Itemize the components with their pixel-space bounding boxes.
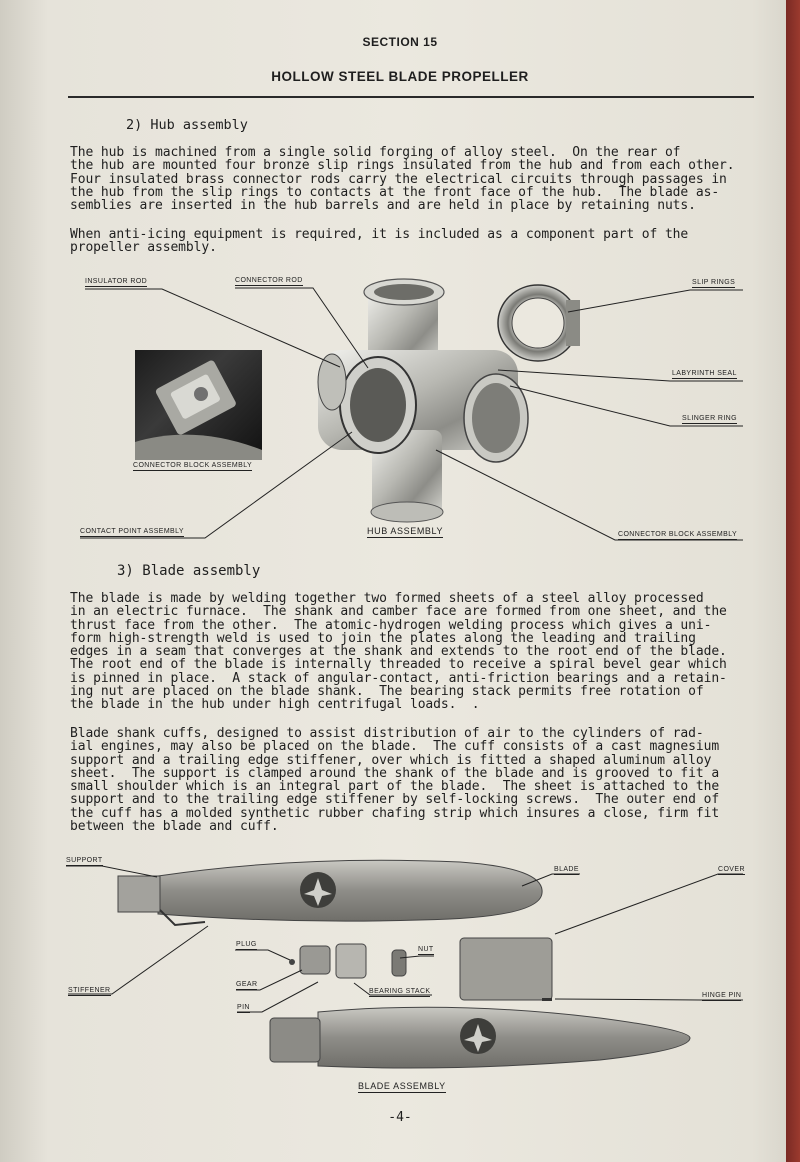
label-slip-rings: SLIP RINGS xyxy=(692,279,736,286)
lower-blade xyxy=(270,1007,690,1068)
blade-paragraph-2: Blade shank cuffs, designed to assist distribution of air to the cylinders of rad- ial engines, may also be placed on the blade. The cuff consists of a cast magnesium support and a trailing edge stiffener, over which is fitted a shaped aluminum alloy sheet. The support is clamped around the shank of the blade and is grooved to fit a small shoulder which is an integral part of the blade. The sheet is attached to the support and to the trailing edge stiffener by self-locking screws. The outer end of the cuff has a molded synthetic rubber chafing strip which insures a close, firm fit between the blade and cuff. xyxy=(70,726,720,835)
label-hinge-pin: HINGE PIN xyxy=(702,992,742,999)
blade-paragraph-1: The blade is made by welding together two formed sheets of a steel alloy processed in an electric furnace. The shank and camber face are formed from one sheet, and the thrust face from the other. The atomic-hydrogen welding process which gives a uni- form high-strength weld is used to join the plates along the leading and trailing edges in a seam that converges at the shank and extends to the root end of the blade. The root end of the blade is internally threaded to receive a spiral bevel gear which is pinned in place. A stack of angular-contact, anti-friction bearings and a retain- ing nut are placed on the blade shank. The bearing stack permits free rotation of the blade in the hub under high centrifugal loads. . xyxy=(70,591,727,713)
label-plug: PLUG xyxy=(236,941,257,948)
label-contact-point-assembly: CONTACT POINT ASSEMBLY xyxy=(80,528,184,535)
label-cover: COVER xyxy=(718,866,745,873)
label-pin: PIN xyxy=(237,1004,250,1011)
blade-assembly-heading: 3) Blade assembly xyxy=(117,563,261,579)
label-connector-block-assembly-inset: CONNECTOR BLOCK ASSEMBLY xyxy=(133,462,253,469)
section-number: SECTION 15 xyxy=(362,35,438,49)
label-nut: NUT xyxy=(418,946,434,953)
blade-assembly-caption: BLADE ASSEMBLY xyxy=(358,1081,446,1091)
hub-assembly-heading: 2) Hub assembly xyxy=(126,117,248,133)
label-slinger-ring: SLINGER RING xyxy=(682,415,737,422)
label-stiffener: STIFFENER xyxy=(68,987,111,994)
label-connector-block-assembly: CONNECTOR BLOCK ASSEMBLY xyxy=(618,531,738,538)
page-title: HOLLOW STEEL BLADE PROPELLER xyxy=(271,69,529,84)
page-number: -4- xyxy=(388,1110,412,1125)
label-blade: BLADE xyxy=(554,866,579,873)
hub-assembly-caption: HUB ASSEMBLY xyxy=(367,526,444,536)
hub-paragraph-1: The hub is machined from a single solid forging of alloy steel. On the rear of the hub are mounted four bronze slip rings insulated from the hub and from each other. Four insulated brass connector rods carry the electrical circuits through passages in the hub from the slip rings to contacts at the front face of the hub. The blade as- semblies are inserted in the hub barrels and are held in place by retaining nuts. xyxy=(70,145,735,214)
label-labyrinth-seal: LABYRINTH SEAL xyxy=(672,370,737,377)
upper-blade xyxy=(118,860,542,925)
label-bearing-stack: BEARING STACK xyxy=(369,988,431,995)
label-insulator-rod: INSULATOR ROD xyxy=(85,278,148,285)
hub-paragraph-2: When anti-icing equipment is required, it is included as a component part of the propeller assembly. xyxy=(70,227,689,256)
label-connector-rod: CONNECTOR ROD xyxy=(235,277,303,284)
label-support: SUPPORT xyxy=(66,857,103,864)
label-gear: GEAR xyxy=(236,981,258,988)
